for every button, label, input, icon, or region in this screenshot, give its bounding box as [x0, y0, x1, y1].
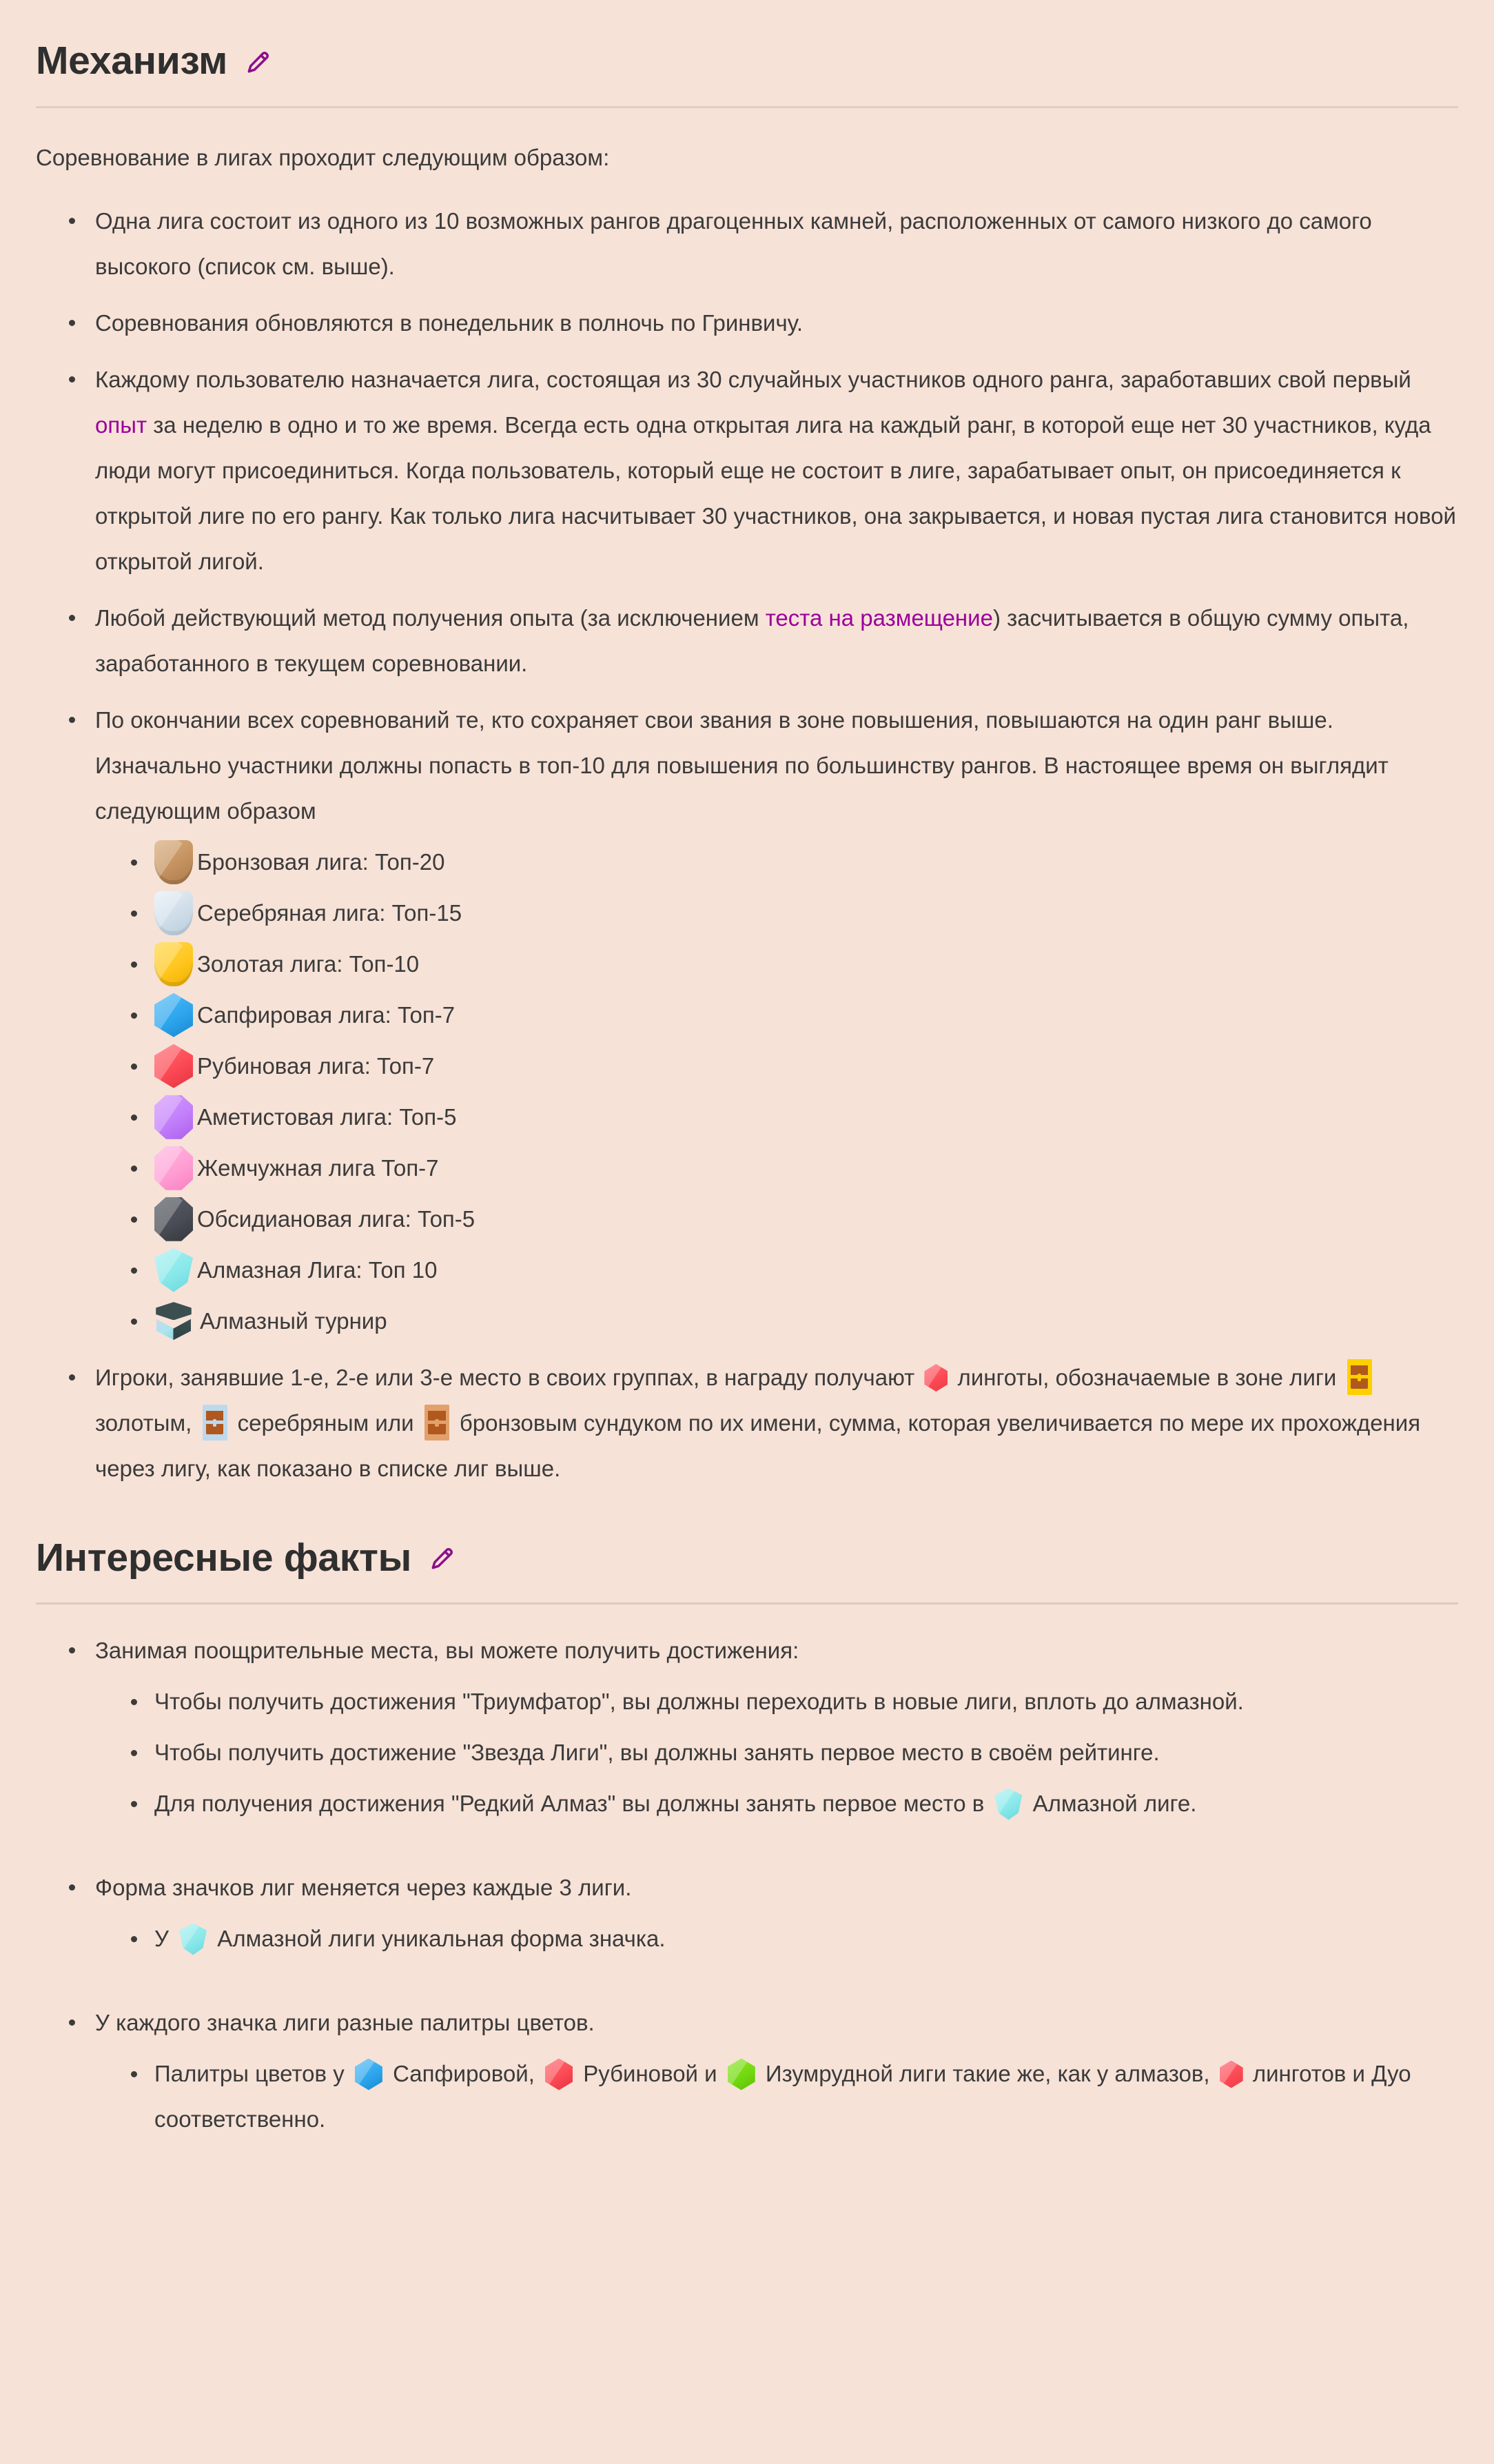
pencil-icon[interactable] [243, 50, 270, 78]
bullet-text-part: линготов и Дуо соответственно. [154, 2061, 1411, 2132]
heading-divider [36, 106, 1458, 108]
bullet-text-part: бронзовым сундуком по их имени, сумма, которая увеличивается по мере их прохождения через лигу, как показано в списке лиг выше. [95, 1409, 1421, 1481]
league-rank-list [95, 839, 1458, 1344]
section-heading-mechanism [36, 39, 1458, 88]
league-label: Рубиновая лига: Топ-7 [197, 1052, 435, 1079]
list-item [91, 2000, 1458, 2142]
list-item [154, 1146, 1458, 1191]
list-item [154, 839, 1458, 885]
bullet-text: Форма значков лиг меняется через каждые 3 лиги. [95, 1875, 632, 1901]
sapphire-gem-icon [154, 993, 193, 1037]
gold-gem-icon [154, 942, 193, 986]
bullet-text-part: Для получения достижения "Редкий Алмаз" вы должны занять первое место в [154, 1791, 991, 1817]
bullet-text-part: У [154, 1926, 176, 1952]
list-item [154, 890, 1458, 936]
league-label: Сапфировая лига: Топ-7 [197, 1001, 456, 1028]
bullet-text-part: ) засчитывается в общую сумму опыта, заработанного в текущем соревновании. [95, 604, 1409, 676]
bullet-text-part: Рубиновой и [577, 2061, 724, 2087]
bronze-chest-icon [424, 1405, 449, 1440]
section-heading-facts [36, 1536, 1458, 1585]
list-item [154, 1916, 1458, 1962]
bullet-text-part: серебряным или [231, 1409, 420, 1436]
silver-chest-icon [203, 1405, 227, 1440]
bullet-text-part: линготы, обозначаемые в зоне лиги [951, 1364, 1343, 1390]
heading-divider [36, 1602, 1458, 1605]
bullet-text-part: Палитры цветов у [154, 2061, 351, 2087]
mechanism-bullet-list [36, 198, 1458, 1491]
list-item [91, 301, 1458, 346]
obsidian-gem-icon [154, 1197, 193, 1241]
section-title-facts: Интересные факты [36, 1535, 412, 1580]
ruby-gem-icon [154, 1044, 193, 1088]
list-item [154, 1679, 1458, 1724]
emerald-gem-icon [728, 2059, 755, 2090]
list-item [91, 357, 1458, 584]
list-item [91, 1865, 1458, 1962]
league-label: Аметистовая лига: Топ-5 [197, 1103, 457, 1130]
list-item [91, 198, 1458, 289]
bullet-text: У каждого значка лиги разные палитры цветов. [95, 2010, 595, 2036]
ingot-gem-icon [1220, 2061, 1243, 2088]
bullet-text: Одна лига состоит из одного из 10 возможных рангов драгоценных камней, расположенных от самого низкого до самого высокого (список см. выше). [95, 207, 1372, 279]
diamond-cube-icon [154, 1301, 193, 1342]
list-item [91, 595, 1458, 686]
badge-shape-sub-list [95, 1916, 1458, 1962]
bullet-text-part: Сапфировой, [386, 2061, 542, 2087]
palette-sub-list [95, 2051, 1458, 2142]
bullet-text-part: золотым, [95, 1409, 198, 1436]
ingot-gem-icon [924, 1364, 948, 1392]
bullet-text-part: Алмазной лиги уникальная форма значка. [211, 1926, 666, 1952]
facts-bullet-list [36, 1628, 1458, 2142]
league-label: Золотая лига: Топ-10 [197, 950, 420, 977]
list-item [91, 1355, 1458, 1491]
league-label: Обсидиановая лига: Топ-5 [197, 1205, 475, 1232]
link-placement-test[interactable]: теста на размещение [765, 604, 993, 631]
achievements-sub-list [95, 1679, 1458, 1826]
diamond-gem-icon [154, 1248, 193, 1292]
bullet-text: Чтобы получить достижение "Звезда Лиги", вы должны занять первое место в своём рейтинге. [154, 1740, 1160, 1766]
bronze-gem-icon [154, 840, 193, 884]
list-item [154, 1781, 1458, 1826]
league-label: Алмазный турнир [200, 1307, 387, 1334]
page-title: Механизм [36, 39, 227, 83]
pencil-icon[interactable] [427, 1547, 454, 1574]
list-item [154, 1299, 1458, 1344]
league-label: Серебряная лига: Топ-15 [197, 899, 462, 926]
bullet-text-part: Изумрудной лиги такие же, как у алмазов, [759, 2061, 1216, 2087]
link-experience[interactable]: опыт [95, 411, 147, 438]
list-item [91, 698, 1458, 1344]
amethyst-gem-icon [154, 1095, 193, 1139]
list-item [154, 941, 1458, 987]
ruby-gem-icon [545, 2059, 573, 2090]
league-label: Алмазная Лига: Топ 10 [197, 1256, 438, 1283]
bullet-text-part: Алмазной лиге. [1026, 1791, 1197, 1817]
league-label: Жемчужная лига Топ-7 [197, 1154, 439, 1181]
bullet-text-part: за неделю в одно и то же время. Всегда есть одна открытая лига на каждый ранг, в которой еще нет 30 участников, куда люди могут присоединиться. Когда пользователь, который еще не состоит в лиге, зарабатывает опыт, он присоединяется к открытой лиге по его рангу. Как только лига насчитывает 30 участников, она закрывается, и новая пустая лига становится новой открытой лигой. [95, 411, 1456, 574]
list-item [154, 2051, 1458, 2142]
list-item [154, 1730, 1458, 1775]
diamond-gem-icon [179, 1924, 207, 1955]
list-item [154, 1094, 1458, 1140]
league-label: Бронзовая лига: Топ-20 [197, 848, 445, 875]
bullet-text: Занимая поощрительные места, вы можете получить достижения: [95, 1638, 799, 1664]
diamond-gem-icon [994, 1789, 1022, 1820]
bullet-text-part: Каждому пользователю назначается лига, состоящая из 30 случайных участников одного ранга, заработавших свой первый [95, 366, 1411, 392]
bullet-text-part: Игроки, занявшие 1-е, 2-е или 3-е место в своих группах, в награду получают [95, 1364, 921, 1390]
list-item [154, 992, 1458, 1038]
bullet-text: Соревнования обновляются в понедельник в полночь по Гринвичу. [95, 309, 804, 336]
mechanism-intro: Соревнование в лигах проходит следующим образом: [36, 144, 610, 170]
list-item [154, 1248, 1458, 1293]
list-item [154, 1197, 1458, 1242]
pearl-gem-icon [154, 1146, 193, 1190]
gold-chest-icon [1347, 1359, 1372, 1395]
bullet-text: По окончании всех соревнований те, кто сохраняет свои звания в зоне повышения, повышаются на один ранг выше. Изначально участники должны попасть в топ-10 для повышения по большинству рангов. В настоящее время он выглядит следующим образом [95, 706, 1389, 824]
bullet-text-part: Любой действующий метод получения опыта (за исключением [95, 604, 766, 631]
sapphire-gem-icon [355, 2059, 382, 2090]
bullet-text: Чтобы получить достижения "Триумфатор", вы должны переходить в новые лиги, вплоть до алмазной. [154, 1689, 1244, 1715]
list-item [91, 1628, 1458, 1826]
silver-gem-icon [154, 891, 193, 935]
list-item [154, 1043, 1458, 1089]
